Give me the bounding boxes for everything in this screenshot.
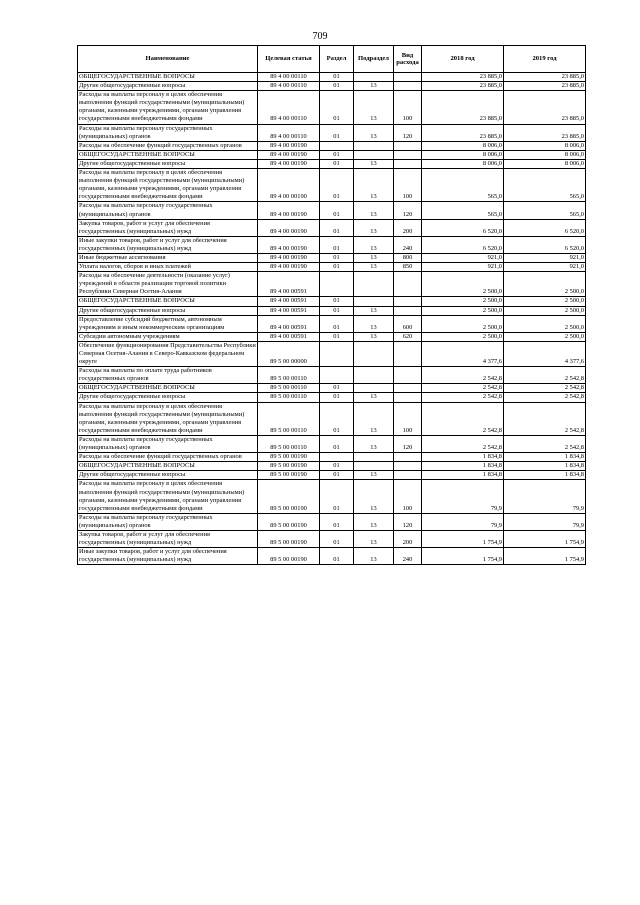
row-subsection: 13 bbox=[354, 402, 394, 435]
row-value-2018: 565,0 bbox=[422, 169, 504, 202]
row-subsection: 13 bbox=[354, 513, 394, 530]
table-row bbox=[78, 341, 586, 366]
row-expense-type: 240 bbox=[394, 236, 422, 253]
row-target-article: 89 4 00 00110 bbox=[258, 82, 320, 91]
row-section: 01 bbox=[320, 150, 354, 159]
row-target-article: 89 4 00 00190 bbox=[258, 236, 320, 253]
row-subsection: 13 bbox=[354, 82, 394, 91]
row-section bbox=[320, 453, 354, 462]
row-target-article: 89 5 00 00190 bbox=[258, 471, 320, 480]
row-expense-type: 600 bbox=[394, 315, 422, 332]
row-expense-type bbox=[394, 159, 422, 168]
row-section: 01 bbox=[320, 219, 354, 236]
row-name: Другие общегосударственные вопросы bbox=[78, 306, 258, 315]
row-target-article: 89 5 00 00110 bbox=[258, 384, 320, 393]
table-row bbox=[78, 124, 586, 141]
row-expense-type: 850 bbox=[394, 263, 422, 272]
row-target-article: 89 4 00 00190 bbox=[258, 219, 320, 236]
table-row bbox=[78, 471, 586, 480]
row-section: 01 bbox=[320, 297, 354, 306]
row-section: 01 bbox=[320, 306, 354, 315]
row-section: 01 bbox=[320, 236, 354, 253]
row-section: 01 bbox=[320, 384, 354, 393]
row-section bbox=[320, 341, 354, 366]
row-subsection: 13 bbox=[354, 435, 394, 452]
row-expense-type: 100 bbox=[394, 480, 422, 513]
table-header-row bbox=[78, 46, 586, 73]
row-subsection: 13 bbox=[354, 91, 394, 124]
row-subsection bbox=[354, 384, 394, 393]
row-name: Расходы на выплаты персоналу государственных (муниципальных) органов bbox=[78, 124, 258, 141]
row-value-2018: 921,0 bbox=[422, 253, 504, 262]
table-row bbox=[78, 453, 586, 462]
row-value-2019: 2 542,8 bbox=[504, 402, 586, 435]
row-section: 01 bbox=[320, 548, 354, 565]
row-value-2018: 79,9 bbox=[422, 513, 504, 530]
row-section: 01 bbox=[320, 332, 354, 341]
row-name: Расходы на выплаты по оплате труда работников государственных органов bbox=[78, 367, 258, 384]
table-row bbox=[78, 367, 586, 384]
row-subsection: 13 bbox=[354, 124, 394, 141]
row-value-2019: 2 542,8 bbox=[504, 435, 586, 452]
row-value-2019: 23 885,0 bbox=[504, 91, 586, 124]
row-value-2018: 2 542,8 bbox=[422, 402, 504, 435]
row-value-2019: 921,0 bbox=[504, 263, 586, 272]
row-target-article: 89 5 00 00110 bbox=[258, 435, 320, 452]
row-subsection bbox=[354, 272, 394, 297]
row-value-2018: 23 885,0 bbox=[422, 91, 504, 124]
row-name: ОБЩЕГОСУДАРСТВЕННЫЕ ВОПРОСЫ bbox=[78, 462, 258, 471]
row-subsection bbox=[354, 453, 394, 462]
row-section: 01 bbox=[320, 159, 354, 168]
row-value-2018: 23 885,0 bbox=[422, 124, 504, 141]
row-expense-type bbox=[394, 384, 422, 393]
table-row bbox=[78, 548, 586, 565]
row-section: 01 bbox=[320, 513, 354, 530]
row-value-2018: 1 834,8 bbox=[422, 471, 504, 480]
row-section: 01 bbox=[320, 530, 354, 547]
col-header-name: Наименование bbox=[78, 46, 258, 73]
row-section: 01 bbox=[320, 202, 354, 219]
row-name: Расходы на выплаты персоналу государственных (муниципальных) органов bbox=[78, 435, 258, 452]
row-value-2018: 23 885,0 bbox=[422, 82, 504, 91]
row-name: Расходы на выплаты персоналу в целях обеспечения выполнения функций государственными (муниципальными) органами, казенными учреждениями, органами управления государственными внебюджетными фондами bbox=[78, 480, 258, 513]
row-target-article: 89 4 00 00110 bbox=[258, 124, 320, 141]
row-subsection: 13 bbox=[354, 332, 394, 341]
row-value-2018: 2 500,0 bbox=[422, 315, 504, 332]
row-target-article: 89 4 00 00110 bbox=[258, 91, 320, 124]
table-body bbox=[78, 73, 586, 565]
row-expense-type: 200 bbox=[394, 219, 422, 236]
row-section: 01 bbox=[320, 82, 354, 91]
row-expense-type bbox=[394, 367, 422, 384]
row-name: Предоставление субсидий бюджетным, автономным учреждениям и иным некоммерческим организациям bbox=[78, 315, 258, 332]
table-row bbox=[78, 236, 586, 253]
row-subsection bbox=[354, 141, 394, 150]
col-header-expense-type: Вид расхода bbox=[394, 46, 422, 73]
row-expense-type: 120 bbox=[394, 124, 422, 141]
table-row bbox=[78, 82, 586, 91]
row-subsection: 13 bbox=[354, 530, 394, 547]
row-name: ОБЩЕГОСУДАРСТВЕННЫЕ ВОПРОСЫ bbox=[78, 150, 258, 159]
row-section: 01 bbox=[320, 402, 354, 435]
row-name: ОБЩЕГОСУДАРСТВЕННЫЕ ВОПРОСЫ bbox=[78, 297, 258, 306]
row-name: Расходы на выплаты персоналу государственных (муниципальных) органов bbox=[78, 202, 258, 219]
row-section: 01 bbox=[320, 124, 354, 141]
row-subsection: 13 bbox=[354, 219, 394, 236]
col-header-target-article: Целевая статья bbox=[258, 46, 320, 73]
row-target-article: 89 5 00 00110 bbox=[258, 367, 320, 384]
budget-table bbox=[77, 45, 586, 565]
row-name: Другие общегосударственные вопросы bbox=[78, 393, 258, 402]
row-target-article: 89 5 00 00110 bbox=[258, 402, 320, 435]
col-header-subsection: Подраздел bbox=[354, 46, 394, 73]
row-name: Закупка товаров, работ и услуг для обеспечения государственных (муниципальных) нужд bbox=[78, 219, 258, 236]
table-row bbox=[78, 202, 586, 219]
table-row bbox=[78, 384, 586, 393]
row-target-article: 89 4 00 00591 bbox=[258, 332, 320, 341]
row-section bbox=[320, 367, 354, 384]
row-subsection: 13 bbox=[354, 480, 394, 513]
row-target-article: 89 4 00 00190 bbox=[258, 253, 320, 262]
row-target-article: 89 5 00 00190 bbox=[258, 513, 320, 530]
row-subsection bbox=[354, 297, 394, 306]
row-target-article: 89 5 00 00190 bbox=[258, 548, 320, 565]
row-target-article: 89 4 00 00591 bbox=[258, 297, 320, 306]
row-section: 01 bbox=[320, 393, 354, 402]
row-subsection: 13 bbox=[354, 169, 394, 202]
row-name: Расходы на обеспечение функций государственных органов bbox=[78, 141, 258, 150]
row-section: 01 bbox=[320, 435, 354, 452]
row-value-2018: 8 006,0 bbox=[422, 150, 504, 159]
row-value-2019: 921,0 bbox=[504, 253, 586, 262]
row-value-2018: 565,0 bbox=[422, 202, 504, 219]
table-row bbox=[78, 272, 586, 297]
row-value-2018: 2 542,8 bbox=[422, 393, 504, 402]
row-section: 01 bbox=[320, 73, 354, 82]
row-target-article: 89 5 00 00190 bbox=[258, 530, 320, 547]
row-value-2018: 79,9 bbox=[422, 480, 504, 513]
table-row bbox=[78, 150, 586, 159]
row-value-2018: 2 542,8 bbox=[422, 367, 504, 384]
row-name: Уплата налогов, сборов и иных платежей bbox=[78, 263, 258, 272]
table-row bbox=[78, 159, 586, 168]
row-expense-type bbox=[394, 453, 422, 462]
row-section: 01 bbox=[320, 91, 354, 124]
row-value-2019: 2 542,8 bbox=[504, 367, 586, 384]
table-row bbox=[78, 435, 586, 452]
row-expense-type: 240 bbox=[394, 548, 422, 565]
row-target-article: 89 5 00 00190 bbox=[258, 462, 320, 471]
row-target-article: 89 4 00 00190 bbox=[258, 159, 320, 168]
row-name: Расходы на выплаты персоналу в целях обеспечения выполнения функций государственными (муниципальными) органами, казенными учреждениями, органами управления государственными внебюджетными фондами bbox=[78, 169, 258, 202]
row-subsection: 13 bbox=[354, 306, 394, 315]
row-subsection bbox=[354, 341, 394, 366]
row-expense-type bbox=[394, 393, 422, 402]
row-value-2019: 2 542,8 bbox=[504, 384, 586, 393]
row-name: Расходы на выплаты персоналу государственных (муниципальных) органов bbox=[78, 513, 258, 530]
row-subsection: 13 bbox=[354, 159, 394, 168]
row-name: Иные бюджетные ассигнования bbox=[78, 253, 258, 262]
row-value-2019: 1 754,9 bbox=[504, 530, 586, 547]
row-name: Расходы на выплаты персоналу в целях обеспечения выполнения функций государственными (муниципальными) органами, казенными учреждениями, органами управления государственными внебюджетными фондами bbox=[78, 91, 258, 124]
row-target-article: 89 4 00 00190 bbox=[258, 150, 320, 159]
row-name: ОБЩЕГОСУДАРСТВЕННЫЕ ВОПРОСЫ bbox=[78, 73, 258, 82]
row-value-2019: 79,9 bbox=[504, 513, 586, 530]
row-name: Другие общегосударственные вопросы bbox=[78, 471, 258, 480]
row-target-article: 89 5 00 00000 bbox=[258, 341, 320, 366]
col-header-2019: 2019 год bbox=[504, 46, 586, 73]
row-value-2019: 8 006,0 bbox=[504, 159, 586, 168]
col-header-2018: 2018 год bbox=[422, 46, 504, 73]
row-subsection: 13 bbox=[354, 263, 394, 272]
row-subsection: 13 bbox=[354, 253, 394, 262]
row-name: Иные закупки товаров, работ и услуг для обеспечения государственных (муниципальных) нужд bbox=[78, 548, 258, 565]
row-value-2019: 2 542,8 bbox=[504, 393, 586, 402]
table-row bbox=[78, 91, 586, 124]
table-row bbox=[78, 332, 586, 341]
row-value-2019: 1 834,8 bbox=[504, 462, 586, 471]
row-subsection bbox=[354, 73, 394, 82]
row-expense-type bbox=[394, 462, 422, 471]
row-section bbox=[320, 141, 354, 150]
row-value-2018: 1 834,8 bbox=[422, 453, 504, 462]
row-expense-type bbox=[394, 82, 422, 91]
row-value-2019: 2 500,0 bbox=[504, 272, 586, 297]
row-name: Расходы на обеспечение деятельности (оказание услуг) учреждений в области реализации торговой политики Республики Северная Осетия-Алания bbox=[78, 272, 258, 297]
row-target-article: 89 5 00 00190 bbox=[258, 453, 320, 462]
row-subsection: 13 bbox=[354, 548, 394, 565]
row-subsection: 13 bbox=[354, 393, 394, 402]
row-value-2018: 6 520,0 bbox=[422, 236, 504, 253]
row-target-article: 89 4 00 00190 bbox=[258, 263, 320, 272]
row-expense-type bbox=[394, 150, 422, 159]
row-value-2018: 1 754,9 bbox=[422, 548, 504, 565]
row-section: 01 bbox=[320, 253, 354, 262]
row-value-2019: 4 377,6 bbox=[504, 341, 586, 366]
row-name: Обеспечение функционирования Представительства Республики Северная Осетия-Алания в Северо-Кавказском федеральном округе bbox=[79, 341, 256, 366]
row-subsection: 13 bbox=[354, 471, 394, 480]
table-row bbox=[78, 73, 586, 82]
row-value-2018: 1 754,9 bbox=[422, 530, 504, 547]
row-expense-type bbox=[394, 272, 422, 297]
row-value-2019: 2 500,0 bbox=[504, 297, 586, 306]
row-expense-type bbox=[394, 73, 422, 82]
table-row bbox=[78, 141, 586, 150]
row-expense-type bbox=[394, 471, 422, 480]
row-expense-type bbox=[394, 141, 422, 150]
row-section: 01 bbox=[320, 480, 354, 513]
row-subsection: 13 bbox=[354, 236, 394, 253]
table-row bbox=[78, 253, 586, 262]
row-value-2018: 2 500,0 bbox=[422, 272, 504, 297]
row-value-2018: 2 500,0 bbox=[422, 332, 504, 341]
row-value-2019: 1 754,9 bbox=[504, 548, 586, 565]
row-value-2019: 1 834,8 bbox=[504, 453, 586, 462]
row-subsection: 13 bbox=[354, 202, 394, 219]
row-expense-type: 800 bbox=[394, 253, 422, 262]
table-row bbox=[78, 393, 586, 402]
row-expense-type: 100 bbox=[394, 91, 422, 124]
row-value-2018: 2 542,8 bbox=[422, 384, 504, 393]
row-value-2018: 2 542,8 bbox=[422, 435, 504, 452]
row-expense-type bbox=[394, 306, 422, 315]
row-subsection bbox=[354, 462, 394, 471]
table-row bbox=[78, 462, 586, 471]
row-name: Иные закупки товаров, работ и услуг для обеспечения государственных (муниципальных) нужд bbox=[78, 236, 258, 253]
row-section: 01 bbox=[320, 263, 354, 272]
row-value-2019: 2 500,0 bbox=[504, 306, 586, 315]
row-target-article: 89 4 00 00591 bbox=[258, 315, 320, 332]
row-target-article: 89 4 00 00190 bbox=[258, 202, 320, 219]
page-number: 709 bbox=[312, 31, 328, 42]
table-row bbox=[78, 480, 586, 513]
row-value-2019: 8 006,0 bbox=[504, 150, 586, 159]
row-subsection bbox=[354, 367, 394, 384]
row-value-2018: 23 885,0 bbox=[422, 73, 504, 82]
row-subsection: 13 bbox=[354, 315, 394, 332]
row-section: 01 bbox=[320, 471, 354, 480]
table-row bbox=[78, 513, 586, 530]
row-value-2018: 8 006,0 bbox=[422, 159, 504, 168]
row-target-article: 89 4 00 00190 bbox=[258, 169, 320, 202]
row-expense-type: 620 bbox=[394, 332, 422, 341]
row-value-2019: 23 885,0 bbox=[504, 73, 586, 82]
row-value-2019: 23 885,0 bbox=[504, 124, 586, 141]
row-target-article: 89 5 00 00190 bbox=[258, 480, 320, 513]
row-section: 01 bbox=[320, 169, 354, 202]
row-section: 01 bbox=[320, 315, 354, 332]
row-expense-type: 200 bbox=[394, 530, 422, 547]
row-target-article: 89 4 00 00110 bbox=[258, 73, 320, 82]
row-value-2019: 6 520,0 bbox=[504, 236, 586, 253]
row-name: Другие общегосударственные вопросы bbox=[78, 82, 258, 91]
row-expense-type: 100 bbox=[394, 169, 422, 202]
table-row bbox=[78, 306, 586, 315]
row-value-2019: 6 520,0 bbox=[504, 219, 586, 236]
row-value-2019: 565,0 bbox=[504, 169, 586, 202]
row-name: Другие общегосударственные вопросы bbox=[78, 159, 258, 168]
row-target-article: 89 5 00 00110 bbox=[258, 393, 320, 402]
row-expense-type: 120 bbox=[394, 513, 422, 530]
row-value-2018: 2 500,0 bbox=[422, 297, 504, 306]
table-row bbox=[78, 297, 586, 306]
row-subsection bbox=[354, 150, 394, 159]
table-row bbox=[78, 402, 586, 435]
row-expense-type bbox=[394, 341, 422, 366]
row-name: Расходы на выплаты персоналу в целях обеспечения выполнения функций государственными (муниципальными) органами, казенными учреждениями, органами управления государственными внебюджетными фондами bbox=[78, 402, 258, 435]
table-row bbox=[78, 530, 586, 547]
row-name: ОБЩЕГОСУДАРСТВЕННЫЕ ВОПРОСЫ bbox=[78, 384, 258, 393]
row-value-2018: 4 377,6 bbox=[422, 341, 504, 366]
row-value-2018: 1 834,8 bbox=[422, 462, 504, 471]
row-value-2019: 2 500,0 bbox=[504, 315, 586, 332]
row-value-2018: 2 500,0 bbox=[422, 306, 504, 315]
row-section: 01 bbox=[320, 462, 354, 471]
col-header-section: Раздел bbox=[320, 46, 354, 73]
row-target-article: 89 4 00 00591 bbox=[258, 272, 320, 297]
row-value-2018: 6 520,0 bbox=[422, 219, 504, 236]
row-value-2019: 1 834,8 bbox=[504, 471, 586, 480]
table-row bbox=[78, 219, 586, 236]
row-value-2019: 79,9 bbox=[504, 480, 586, 513]
table-row bbox=[78, 315, 586, 332]
row-name: Субсидии автономным учреждениям bbox=[78, 332, 258, 341]
row-expense-type: 120 bbox=[394, 435, 422, 452]
row-value-2018: 8 006,0 bbox=[422, 141, 504, 150]
table-row bbox=[78, 169, 586, 202]
row-expense-type bbox=[394, 297, 422, 306]
row-name: Расходы на обеспечение функций государственных органов bbox=[78, 453, 258, 462]
row-value-2019: 565,0 bbox=[504, 202, 586, 219]
row-expense-type: 100 bbox=[394, 402, 422, 435]
row-target-article: 89 4 00 00190 bbox=[258, 141, 320, 150]
row-expense-type: 120 bbox=[394, 202, 422, 219]
row-section bbox=[320, 272, 354, 297]
row-value-2019: 8 006,0 bbox=[504, 141, 586, 150]
table-row bbox=[78, 263, 586, 272]
row-value-2018: 921,0 bbox=[422, 263, 504, 272]
row-name: Закупка товаров, работ и услуг для обеспечения государственных (муниципальных) нужд bbox=[78, 530, 258, 547]
row-target-article: 89 4 00 00591 bbox=[258, 306, 320, 315]
row-value-2019: 23 885,0 bbox=[504, 82, 586, 91]
row-value-2019: 2 500,0 bbox=[504, 332, 586, 341]
